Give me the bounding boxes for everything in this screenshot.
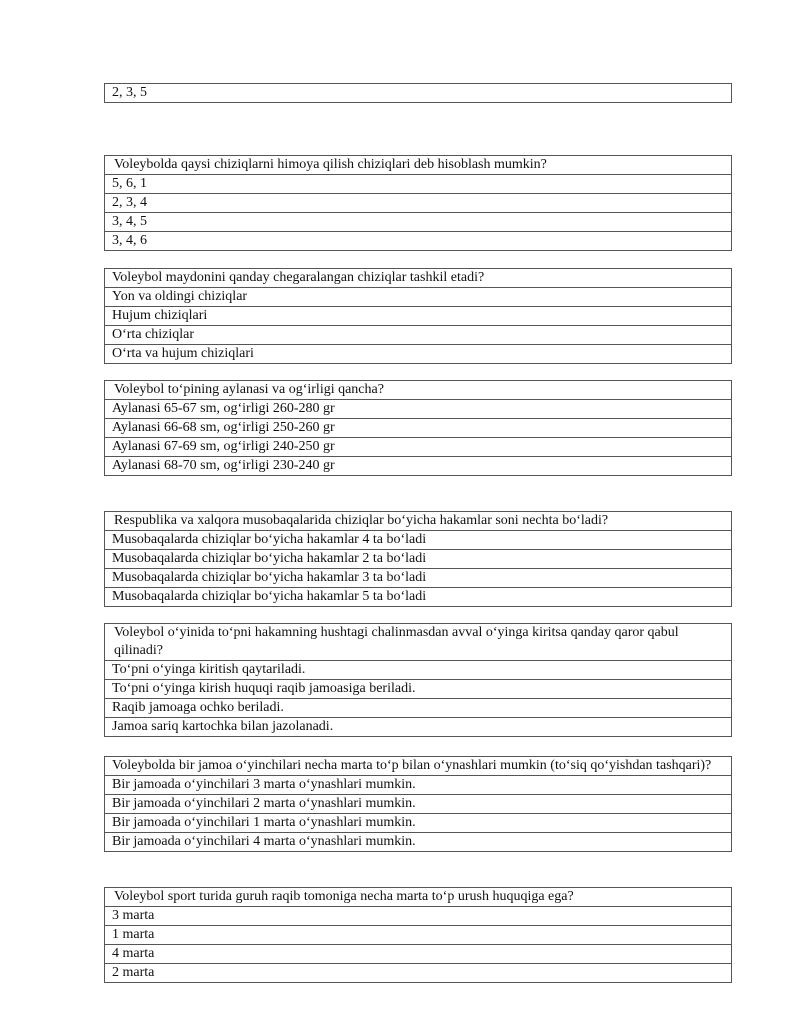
- answer-option: To‘pni o‘yinga kiritish qaytariladi.: [105, 660, 731, 679]
- answer-option: Bir jamoada o‘yinchilari 4 marta o‘ynashlari mumkin.: [105, 832, 731, 851]
- answer-option: Jamoa sariq kartochka bilan jazolanadi.: [105, 717, 731, 736]
- answer-option: 3, 4, 6: [105, 231, 731, 250]
- question-text: Voleybol to‘pining aylanasi va og‘irligi qancha?: [114, 382, 384, 397]
- answer-option: Aylanasi 65-67 sm, og‘irligi 260-280 gr: [105, 399, 731, 418]
- answer-option: 2, 3, 5: [112, 85, 147, 100]
- question-table-7: [104, 887, 732, 983]
- answer-option: 5, 6, 1: [105, 174, 731, 193]
- question-table-1: [104, 155, 732, 251]
- answer-option: Musobaqalarda chiziqlar bo‘yicha hakamlar 4 ta bo‘ladi: [105, 530, 731, 549]
- answer-option: Bir jamoada o‘yinchilari 3 marta o‘ynashlari mumkin.: [105, 775, 731, 794]
- question-text: Voleybolda qaysi chiziqlarni himoya qilish chiziqlari deb hisoblash mumkin?: [114, 157, 547, 172]
- question-text: Respublika va xalqora musobaqalarida chiziqlar bo‘yicha hakamlar soni nechta bo‘ladi?: [114, 513, 609, 528]
- answer-option: 3 marta: [105, 906, 731, 925]
- answer-option: Musobaqalarda chiziqlar bo‘yicha hakamlar 2 ta bo‘ladi: [105, 549, 731, 568]
- answer-option: 2, 3, 4: [105, 193, 731, 212]
- question-table-5: [104, 623, 732, 737]
- answer-table-partial: [104, 83, 732, 103]
- answer-option: Raqib jamoaga ochko beriladi.: [105, 698, 731, 717]
- answer-option: 2 marta: [105, 963, 731, 982]
- answer-option: 3, 4, 5: [105, 212, 731, 231]
- answer-option: To‘pni o‘yinga kirish huquqi raqib jamoasiga beriladi.: [105, 679, 731, 698]
- question-table-4: [104, 511, 732, 607]
- question-table-2: [104, 268, 732, 364]
- question-text: Voleybolda bir jamoa o‘yinchilari necha marta to‘p bilan o‘ynashlari mumkin (to‘siq qo‘yishdan tashqari)?: [112, 758, 712, 773]
- answer-option: Aylanasi 67-69 sm, og‘irligi 240-250 gr: [105, 437, 731, 456]
- question-text: Voleybol maydonini qanday chegaralangan chiziqlar tashkil etadi?: [112, 270, 485, 285]
- answer-option: Bir jamoada o‘yinchilari 2 marta o‘ynashlari mumkin.: [105, 794, 731, 813]
- answer-option: Bir jamoada o‘yinchilari 1 marta o‘ynashlari mumkin.: [105, 813, 731, 832]
- answer-option: Musobaqalarda chiziqlar bo‘yicha hakamlar 5 ta bo‘ladi: [105, 587, 731, 606]
- question-text: Voleybol o‘yinida to‘pni hakamning hushtagi chalinmasdan avval o‘yinga kiritsa qanday qaror qabul qilinadi?: [114, 625, 679, 658]
- answer-option: O‘rta chiziqlar: [105, 325, 731, 344]
- question-text: Voleybol sport turida guruh raqib tomoniga necha marta to‘p urush huquqiga ega?: [114, 889, 574, 904]
- answer-option: 1 marta: [105, 925, 731, 944]
- answer-option: 4 marta: [105, 944, 731, 963]
- answer-option: O‘rta va hujum chiziqlari: [105, 344, 731, 363]
- question-table-6: [104, 756, 732, 852]
- answer-option: Yon va oldingi chiziqlar: [105, 287, 731, 306]
- answer-option: Aylanasi 66-68 sm, og‘irligi 250-260 gr: [105, 418, 731, 437]
- answer-option: Musobaqalarda chiziqlar bo‘yicha hakamlar 3 ta bo‘ladi: [105, 568, 731, 587]
- question-table-3: [104, 380, 732, 476]
- answer-option: Hujum chiziqlari: [105, 306, 731, 325]
- answer-option: Aylanasi 68-70 sm, og‘irligi 230-240 gr: [105, 456, 731, 475]
